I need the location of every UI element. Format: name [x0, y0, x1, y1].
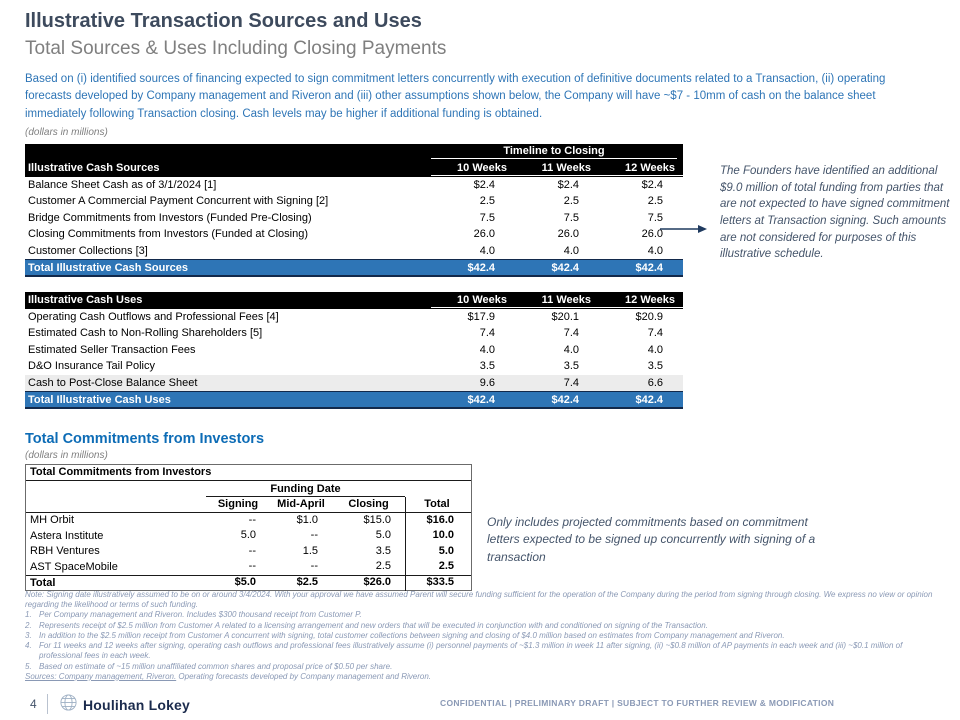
cell-value: 4.0	[563, 343, 579, 356]
cell-value: 2.5	[405, 559, 468, 575]
row-label: AST SpaceMobile	[30, 560, 118, 573]
table-row	[25, 325, 683, 342]
row-label: Cash to Post-Close Balance Sheet	[28, 376, 198, 389]
total-value: $42.4	[467, 261, 495, 274]
cell-value: $20.9	[635, 310, 663, 323]
total-row	[26, 575, 471, 591]
cell-value: 1.5	[302, 544, 318, 557]
table-row	[25, 177, 683, 194]
cell-value: 5.0	[405, 544, 468, 560]
confidentiality-notice: CONFIDENTIAL | PRELIMINARY DRAFT | SUBJECT TO FURTHER REVIEW & MODIFICATION	[440, 698, 835, 708]
timeline-header-row	[25, 144, 683, 160]
cell-value: 9.6	[479, 376, 495, 389]
commitments-section-title: Total Commitments from Investors	[25, 431, 265, 447]
page-subtitle: Total Sources & Uses Including Closing Payments	[25, 38, 447, 59]
cell-value: $1.0	[296, 513, 318, 526]
cell-value: 4.0	[479, 343, 495, 356]
commitments-table	[25, 464, 472, 591]
footer	[0, 690, 960, 720]
table-row	[26, 544, 471, 560]
row-label: Estimated Cash to Non-Rolling Shareholders [5]	[28, 327, 263, 340]
cell-value: 2.5	[563, 195, 579, 208]
row-label: RBH Ventures	[30, 545, 100, 558]
cell-value: 3.5	[647, 360, 663, 373]
table-row	[26, 513, 471, 529]
cell-value: $2.4	[641, 178, 663, 191]
footnote: 2. Represents receipt of $2.5 million from Customer A related to a licensing arrangement and new orders that will be executed in conjunction with and conditioned on signing of the Transaction.	[25, 620, 708, 630]
total-row	[25, 259, 683, 277]
cell-value: 3.5	[375, 544, 391, 557]
sources-header-row	[25, 160, 683, 177]
total-row	[25, 391, 683, 409]
cell-value: 3.5	[563, 360, 579, 373]
footnote: 4. For 11 weeks and 12 weeks after signing, operating cash outflows and professional fees illustratively assume (i) personnel payments of ~$1.3 million in week 11 after signing, (ii) ~$0.8 million of AP payments in each week and (iii) ~$0.1 million of professional fees in each week.	[25, 641, 903, 661]
cell-value: 2.5	[479, 195, 495, 208]
total-value: $33.5	[405, 575, 468, 591]
table-row	[26, 528, 471, 544]
cell-value: 4.0	[647, 343, 663, 356]
total-value: $42.4	[635, 393, 663, 406]
footnotes	[25, 590, 947, 682]
cell-value: 7.5	[647, 211, 663, 224]
units-label: (dollars in millions)	[25, 450, 108, 461]
table-title: Illustrative Cash Uses	[28, 294, 143, 307]
cell-value: 2.5	[375, 560, 391, 572]
row-label: Balance Sheet Cash as of 3/1/2024 [1]	[28, 178, 217, 191]
total-value: $42.4	[635, 261, 663, 274]
total-value: $42.4	[551, 261, 579, 274]
column-header: Closing	[348, 497, 389, 510]
cell-value: 7.4	[563, 376, 579, 389]
cell-value: 7.5	[479, 211, 495, 224]
uses-header-row	[25, 292, 683, 309]
cell-value: 7.4	[647, 327, 663, 340]
commitments-header-row	[26, 497, 471, 513]
column-header: 12 Weeks	[599, 160, 683, 176]
funding-date-row	[26, 481, 471, 497]
commitments-table-title: Total Commitments from Investors	[26, 465, 471, 481]
cell-value: --	[310, 529, 318, 541]
footnote: 3. In addition to the $2.5 million receipt from Customer A concurrent with signing, total customer collections between signing and closing of $4.0 million based on estimates from Company management and Riveron.	[25, 630, 785, 640]
total-value: $5.0	[234, 576, 256, 588]
cell-value: --	[310, 560, 318, 572]
cell-value: 4.0	[479, 244, 495, 257]
row-label: Astera Institute	[30, 529, 104, 542]
cell-value: 2.5	[647, 195, 663, 208]
total-label: Total Illustrative Cash Uses	[28, 393, 171, 406]
column-header: 11 Weeks	[515, 160, 599, 176]
column-header: 10 Weeks	[431, 160, 515, 176]
column-header: Total	[405, 497, 468, 513]
table-row	[25, 342, 683, 359]
cell-value: 4.0	[647, 244, 663, 257]
cell-value: 3.5	[479, 360, 495, 373]
row-label: Operating Cash Outflows and Professional Fees [4]	[28, 310, 279, 323]
sources-underlined: Sources: Company management, Riveron.	[25, 671, 177, 681]
uses-table	[25, 292, 683, 409]
callout-arrow-icon	[660, 222, 708, 234]
brand-name: Houlihan Lokey	[83, 697, 191, 713]
cell-value: 5.0	[240, 529, 256, 541]
total-label: Total Illustrative Cash Sources	[28, 261, 188, 274]
cell-value: $17.9	[467, 310, 495, 323]
sources-callout-note: The Founders have identified an additional $9.0 million of total funding from parties that are not expected to have signed commitment letters at Transaction signing. Such amounts are not considered for purposes of this illustrative schedule.	[720, 165, 950, 261]
table-row	[25, 226, 683, 243]
column-header: Mid-April	[277, 497, 325, 510]
footnote: 5. Based on estimate of ~15 million unaffiliated common shares and proposal price of $0.50 per share.	[25, 661, 393, 671]
cell-value: --	[248, 544, 256, 557]
table-row	[25, 309, 683, 326]
units-label: (dollars in millions)	[25, 127, 108, 138]
footnote: 1. Per Company management and Riveron. Includes $300 thousand receipt from Customer P.	[25, 610, 362, 620]
funding-date-header: Funding Date	[206, 481, 405, 497]
column-header: Signing	[217, 497, 259, 510]
sources-rest: Operating forecasts developed by Company management and Riveron.	[176, 671, 431, 681]
cell-value: 26.0	[473, 228, 495, 241]
cell-value: 6.6	[647, 376, 663, 389]
globe-icon	[60, 694, 77, 716]
cell-value: 7.4	[479, 327, 495, 340]
row-label: Customer Collections [3]	[28, 244, 148, 257]
table-row	[25, 193, 683, 210]
table-title: Illustrative Cash Sources	[28, 162, 160, 175]
column-header: 11 Weeks	[515, 292, 599, 308]
total-value: $42.4	[467, 393, 495, 406]
row-label: Customer A Commercial Payment Concurrent with Signing [2]	[28, 195, 329, 208]
cell-value: 5.0	[375, 529, 391, 541]
sources-line	[25, 672, 947, 682]
table-row	[25, 358, 683, 375]
cell-value: 26.0	[641, 228, 663, 241]
table-row	[25, 243, 683, 260]
row-label: Closing Commitments from Investors (Funded at Closing)	[28, 228, 308, 241]
footer-divider	[47, 694, 48, 714]
brand-logo	[60, 694, 190, 716]
cell-value: 7.5	[563, 211, 579, 224]
table-row	[26, 559, 471, 575]
cell-value: --	[248, 560, 256, 572]
row-label: Estimated Seller Transaction Fees	[28, 343, 196, 356]
row-label: MH Orbit	[30, 514, 74, 527]
column-header: 10 Weeks	[431, 292, 515, 308]
cell-value: 7.4	[563, 327, 579, 340]
page-number: 4	[30, 697, 37, 711]
total-value: $26.0	[363, 576, 391, 588]
table-row	[25, 210, 683, 227]
timeline-header: Timeline to Closing	[431, 145, 677, 159]
cell-value: $16.0	[405, 513, 468, 529]
row-label: D&O Insurance Tail Policy	[28, 360, 155, 373]
cell-value: $15.0	[363, 513, 391, 526]
cell-value: 10.0	[405, 528, 468, 544]
cell-value: $20.1	[551, 310, 579, 323]
cell-value: 4.0	[563, 244, 579, 257]
total-value: $2.5	[296, 576, 318, 588]
page-title: Illustrative Transaction Sources and Uses	[25, 10, 422, 32]
cell-value: --	[248, 513, 256, 526]
cell-value: $2.4	[557, 178, 579, 191]
footnote-general: Note: Signing date illustratively assumed to be on or around 3/4/2024. With your approval we have assumed Parent will secure funding sufficient for the operation of the Company during the period from signing through closing. We express no view or opinion regarding the likelihood or terms of such funding.	[25, 590, 933, 610]
cell-value: 26.0	[557, 228, 579, 241]
row-label: Bridge Commitments from Investors (Funded Pre-Closing)	[28, 211, 312, 224]
sources-table	[25, 144, 683, 277]
column-header: 12 Weeks	[599, 292, 683, 308]
total-label: Total	[30, 576, 56, 589]
table-row-highlighted	[25, 375, 683, 392]
cell-value: $2.4	[473, 178, 495, 191]
total-value: $42.4	[551, 393, 579, 406]
commitments-note: Only includes projected commitments based on commitment letters expected to be signed up concurrently with signing of a transaction	[487, 515, 816, 564]
intro-text: Based on (i) identified sources of financing expected to sign commitment letters concurrently with execution of definitive documents related to a Transaction, (ii) operating forecasts developed by Company management and Riveron and (iii) other assumptions shown below, the Company will have ~$7 - 10mm of cash on the balance sheet immediately following Transaction closing. Cash levels may be higher if additional funding is obtained.	[25, 73, 886, 120]
